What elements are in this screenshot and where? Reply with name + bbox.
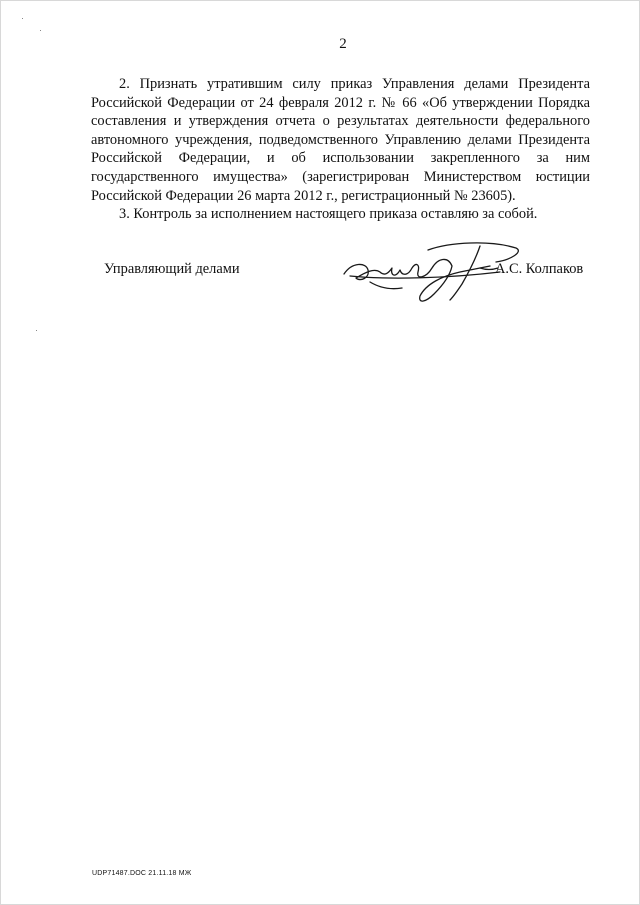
paragraph-3: 3. Контроль за исполнением настоящего приказа оставляю за собой. (119, 206, 538, 223)
scan-speck (40, 30, 41, 31)
page-number: 2 (339, 36, 347, 52)
scan-speck (22, 18, 23, 19)
handwritten-signature (330, 238, 530, 318)
signature-block (0, 258, 640, 318)
paragraph-2: 2. Признать утратившим силу приказ Управления делами Президента Российской Федерации от 24 февраля 2012 г. № 66 «Об утверждении Порядка составления и утверждения отчета о результатах деятельности федерального автономного учреждения, подведомственного Управлению делами Президента Российской Федерации, и об использовании закрепленного за ним государственного имущества» (зарегистрирован Министерством юстиции Российской Федерации 26 марта 2012 г., регистрационный № 23605). (91, 76, 590, 204)
document-footer-code: UDP71487.DOC 21.11.18 МЖ (92, 870, 192, 877)
signatory-position: Управляющий делами (104, 261, 240, 277)
document-body (91, 75, 590, 224)
scan-speck (36, 330, 37, 331)
signatory-name: А.С. Колпаков (495, 261, 584, 277)
